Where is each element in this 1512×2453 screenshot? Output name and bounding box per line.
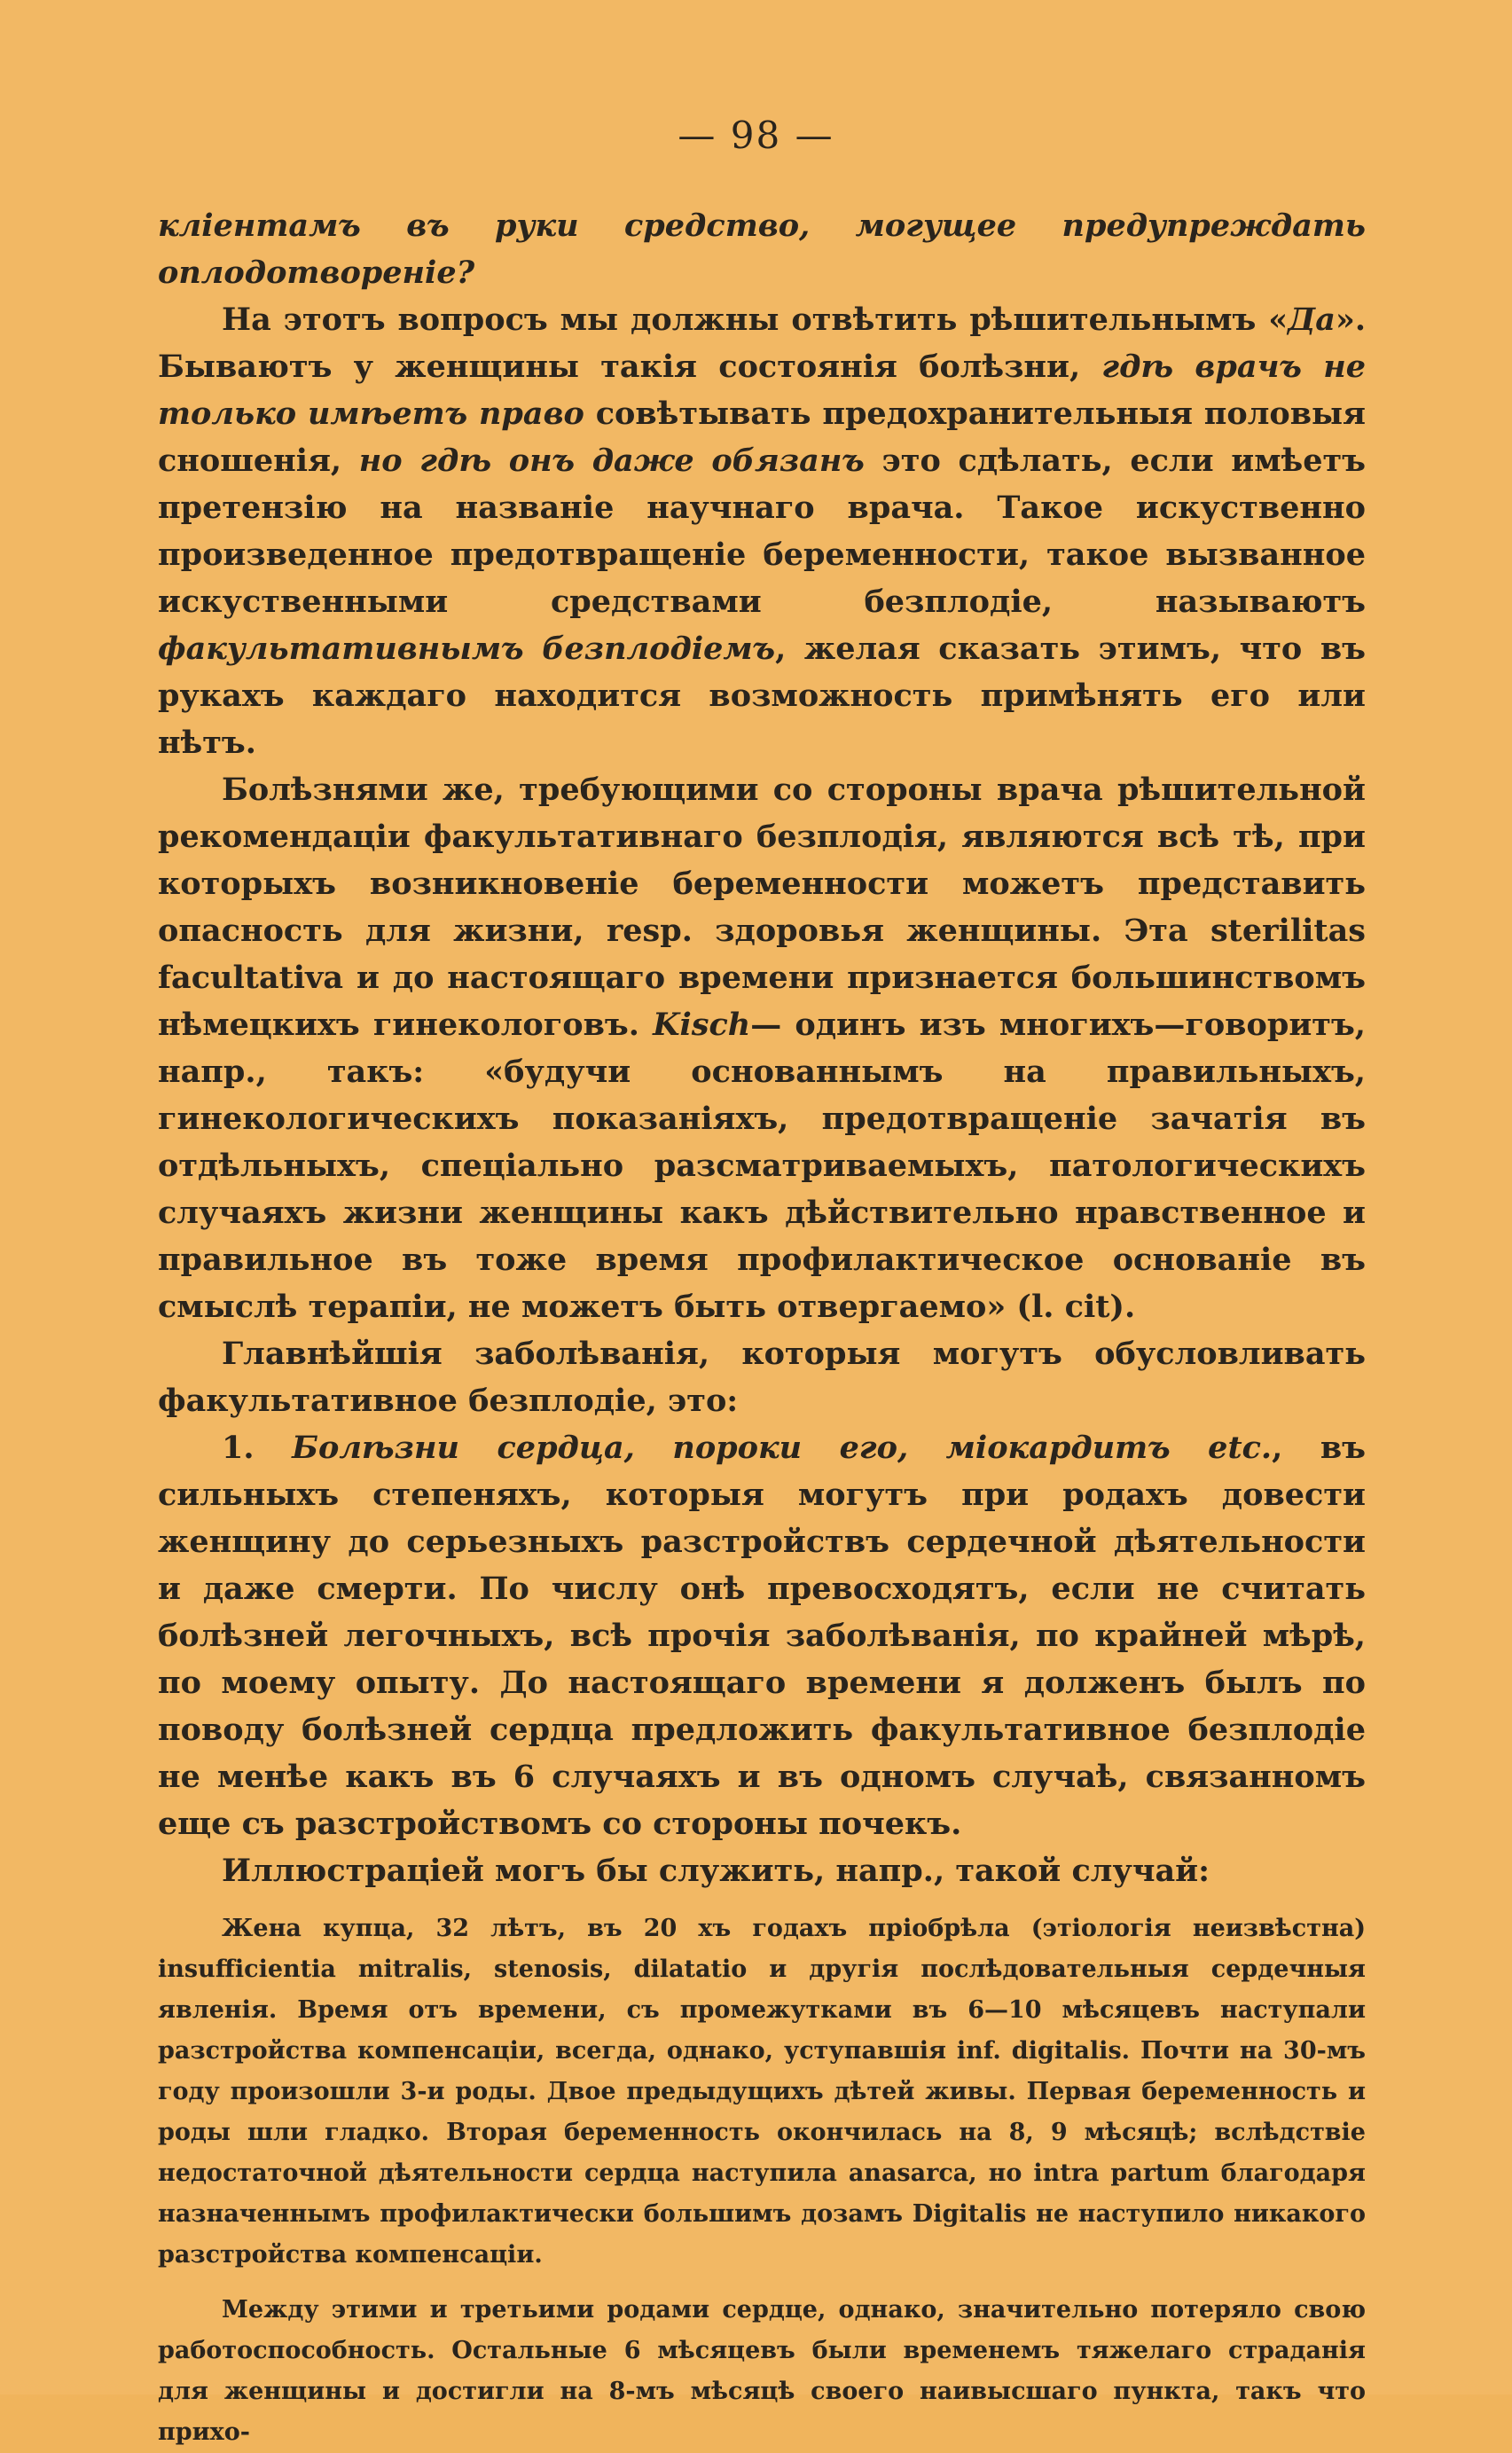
italic-run: Kisch [653, 1007, 751, 1043]
paragraph-2 [158, 296, 1366, 766]
case-paragraph-2 [158, 2290, 1366, 2453]
text-run: это сдѣлать, если имѣетъ претензію на названіе научнаго врача. Такое искуственно произведенное предотвращеніе беременности, такое вызванное искуственными средствами безплодіе, называютъ [158, 443, 1367, 620]
text-run: Жена купца, 32 лѣтъ, въ 20 хъ годахъ пріобрѣла (этіологія неизвѣстна) insufficientia mitralis, stenosis, dilatatio и другія послѣдовательныя сердечныя явленія. Время отъ времени, съ промежутками въ 6—10 мѣсяцевъ наступали разстройства компенсаціи, всегда, однако, уступавшія inf. digitalis. Почти на 30-мъ году произошли 3-и роды. Двое предыдущихъ дѣтей живы. Первая беременность и роды шли гладко. Вторая беременность окончилась на 8, 9 мѣсяцѣ; вслѣдствіе недостаточной дѣятельности сердца наступила anasarca, но intra partum благодаря назначеннымъ профилактически большимъ дозамъ Digitalis не наступило никакого разстройства компенсаціи. [158, 1915, 1366, 2269]
text-run: 1. [222, 1430, 293, 1466]
text-run: Главнѣйшія заболѣванія, которыя могутъ обусловливать факультативное безплодіе, это: [158, 1336, 1366, 1419]
text-run: , желая сказать этимъ, что въ рукахъ каждаго находится возможность примѣнять его или нѣтъ. [158, 631, 1366, 761]
text-run: На этотъ вопросъ мы должны отвѣтить рѣшительнымъ « [222, 302, 1289, 338]
page-body [158, 202, 1366, 2453]
text-run: Иллюстраціей могъ бы служить, напр., такой случай: [222, 1853, 1210, 1889]
page-number: — 98 — [678, 114, 834, 157]
paragraph-3 [158, 766, 1366, 1330]
paragraph-4 [158, 1330, 1366, 1424]
paragraph-6 [158, 1847, 1366, 1894]
paragraph-1 [158, 202, 1366, 296]
text-run: — одинъ изъ многихъ—говоритъ, напр., такъ: «будучи основаннымъ на правильныхъ, гинекологическихъ показаніяхъ, предотвращеніе зачатія въ отдѣльныхъ, спеціально разсматриваемыхъ, патологическихъ случаяхъ жизни женщины какъ дѣйствительно нравственное и правильное въ тоже время профилактическое основаніе въ смыслѣ терапіи, не можетъ быть отвергаемо» (l. cit). [158, 1007, 1366, 1325]
italic-run: Да [1288, 302, 1336, 338]
italic-run: но гдѣ онъ даже обязанъ [358, 443, 865, 479]
text-run: , въ сильныхъ степеняхъ, которыя могутъ при родахъ довести женщину до серьезныхъ разстройствъ сердечной дѣятельности и даже смерти. По числу онѣ превосходятъ, если не считать болѣзней легочныхъ, всѣ прочія заболѣванія, по крайней мѣрѣ, по моему опыту. До настоящаго времени я долженъ былъ по поводу болѣзней сердца предложить факультативное безплодіе не менѣе какъ въ 6 случаяхъ и въ одномъ случаѣ, связанномъ еще съ разстройствомъ со стороны почекъ. [158, 1430, 1366, 1842]
paragraph-5 [158, 1424, 1366, 1847]
italic-run: факультативнымъ безплодіемъ [158, 631, 776, 667]
text-run: Болѣзнями же, требующими со стороны врача рѣшительной рекомендаціи факультативнаго безплодія, являются всѣ тѣ, при которыхъ возникновеніе беременности можетъ представить опасность для жизни, resp. здоровья женщины. Эта sterilitas facultativa и до настоящаго времени признается большинствомъ нѣмецкихъ гинекологовъ. [158, 772, 1366, 1043]
text-run: ». Бываютъ у женщины такія состоянія болѣзни, [158, 302, 1366, 385]
italic-run: гдѣ врачъ не только имѣетъ право [158, 349, 1366, 432]
case-paragraph-1 [158, 1908, 1366, 2276]
text-run: Между этими и третьими родами сердце, однако, значительно потеряло свою работоспособность. Остальные 6 мѣсяцевъ были временемъ тяжелаго страданія для женщины и достигли на 8-мъ мѣсяцѣ своего наивысшаго пункта, такъ что прихо- [158, 2296, 1366, 2446]
text-run: совѣтывать предохранительныя половыя сношенія, [158, 396, 1366, 479]
italic-run: Болѣзни сердца, пороки его, міокардитъ etc. [292, 1430, 1273, 1466]
italic-run: кліентамъ въ руки средство, могущее предупреждать оплодотвореніе? [158, 208, 1366, 291]
